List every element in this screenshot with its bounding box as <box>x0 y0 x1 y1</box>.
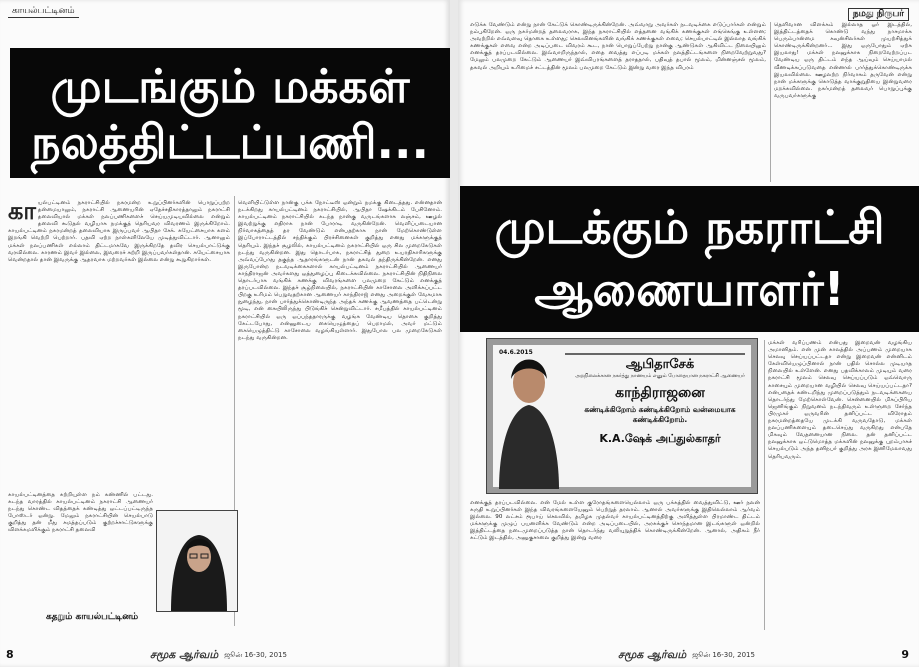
section-tag: காயல்பட்டினம் <box>8 6 79 18</box>
headline-right-line1: முடக்கும் நகராட்சி <box>494 200 885 254</box>
article-text: மக்கள் வரிப்பணம் என்பது இறைவன் வழங்கிய அமானிதம். என் முன் காலத்தில் அப்பணம் முறையாக செலவு செய்யப்பட்டதா என்று இறைவன் என்னிடம் கேள்வியெழுப்பினால் நான் பதில் சொல்ல முடியாத நிலையில் உள்ளேன். எனது பதவிக்காலம் முடியும் வரை நகராட்சி மூலம் செலவு செய்யப்படும் ஒவ்வொரு காசையும் முறையான வழியில் செலவு செய்யப்பட்டதா? என்பதைக் கண்டறிந்து முறைப்படுத்தும் நடவடிக்கையை தொடர்ந்து மேற்கொள்வேன். சென்னையில் மிகப்பிரிய ஜெனிங்கும் நிறுவனம் நடந்திவரும் உள்ளுறை சேர்ந்த பிரமுகர் ஒருவரின் தனிப்பட்ட விரோதம் நகரமன்றத்தையே முடக்கி வருவதோடு, மக்கள் நலப்பணிகளையும் தடைசெய்து வருகிறது என்பதே மிகவும் வேதனையான நிலை. தன் தனிப்பட்ட நலனுக்காக ஒட்டுமொத்த மக்களின் நலனுக்கு புறம்பாகச் செயல்படும் அந்த தனிநபர் குறித்து அரசு இனிமேலாவது தெரியவரும். <box>768 340 912 460</box>
footer-magazine: சமூக ஆர்வம் <box>150 648 219 661</box>
column-divider <box>764 340 765 630</box>
article-column-1 <box>470 22 766 172</box>
poster-target: காந்திராஜனை <box>615 385 705 401</box>
poster-slogan: கண்டிக்கிறோம் கண்டிக்கிறோம் வன்மையாக கண்டிக்கிறோம். <box>584 405 736 424</box>
poster-subtext: அறநிலைக்கான நகர்த்து நாணயம் எனும் போதையான நகராட்சி ஆணையர் <box>575 373 745 379</box>
headline-left-line2: நலத்திட்டப்பணி... <box>31 115 429 169</box>
article-text: யல்பட்டினம் நகராட்சியில் நகரமன்ற உறுப்பினர்களின் பொறுப்பற்ற தன்மையாலும், நகராட்சி ஆணையரின் ஏதேச்சதிகாரத்தாலும் நகராட்சி தலைவியால் மக்கள் நலப்பணிகளைச் செய்யமுடியவில்லை என்றும் தலைவி கூடுதல் வழியாக நமக்குத் தெரியவர விவரணம் இருக்கிறோம். காயல்பட்டினம் நகரமன்றத் தலைவியாக இருப்பவர் ஆபிதா சேக். சுயேட்சையாக களம் இறங்கி வெற்றி பெற்றார். பதவி ஏற்ற நாள்களிலேயே முடித்துவிட்டார். ஆனாலும் மக்கள் நலப்பணிகள் எல்லாம் திட்டமாகவே இருக்கிறதே தவிர செயல்பாட்டுக்கு வரவில்லை. காரணம் இவர் இல்லை, இவரைச் சுற்றி இருப்பவர்கள்தான். சுயேட்சையாக வென்றதால் தான் இவருக்கு ஆதரவாக மற்றவர்கள் இல்லை என்று கூறுகிறார்கள். <box>8 200 230 263</box>
page-number: 9 <box>901 648 909 661</box>
headline-right-line2: ஆணையாளர்! <box>534 262 845 316</box>
footer <box>150 648 287 663</box>
portrait-photo <box>156 510 238 612</box>
article-column-2 <box>238 200 442 626</box>
headline-right <box>460 186 919 332</box>
article-column-4 <box>768 340 912 630</box>
footer <box>618 648 755 663</box>
column-divider <box>770 22 771 182</box>
poster-name: ஆபிதாசேக் <box>625 357 695 372</box>
article-column-1 <box>8 200 230 488</box>
drop-cap: கா <box>8 200 36 225</box>
photo-caption: கதறும் காயல்பட்டினம் <box>46 612 139 622</box>
article-text: வெளியிட்டுள்ள நான்கு பக்க நோட்டீஸ் ஒன்றும் நமக்கு கிடைத்தது. என்னதான் நடக்கிறது காயல்பட்டினம் நகராட்சியில், ஆபிதா ஷேக்கிடம் பேசினோம். காயல்பட்டினம் நகராட்சியில் கடந்த நான்கு வருடங்களாக லஞ்சம், ஊழல் இவற்றுக்கு எதிராக நான் போராடி வருகின்றேன். வெளிப்படையான நிர்வாகத்தைத் தர வேண்டும் என்பதற்காக நான் மேற்கொண்டுள்ள இப்போராட்டத்தில் சந்திக்கும் பிரச்சினைகள் குறித்து எனது மக்களுக்குத் தெரியும். இந்தச் சூழலில், காயல்பட்டினம் நகராட்சியில் ஒரு சில முறைகேடுகள் நடந்து வருகின்றன. இது தொடர்பாக, நகராட்சித் துறை உயரதிகாரிகளுக்கு அவ்வப்போது தகுந்த ஆதாரங்களுடன் நான் தகவல் தந்திருக்கின்றேன். எனது இருபோன்ற நடவடிக்கைகளால் காயல்பட்டினம் நகராட்சியில் ஆணையர் காந்திராஜன் அவர்களது ஒத்துழைப்பு கிடைக்கவில்லை. நகராட்சியின் நிதிநிலை தொடர்பாக வங்கிக் கணக்கு விவரங்களை பலமுறை கேட்டும் எனக்குத் தரப்படவில்லை. இந்தச் சூழ்நிலையில், நகராட்சியின் காசோலை அளிக்கப்பட்ட பிறகு உரிமம் பெறுவதற்கான ஆணையர் காந்திராஜ் எனது அறைக்குள் வேகமாக நுழைந்து, நான் பார்த்துக்கொண்டிருந்த அந்தக் கணக்கு ஆவணத்தை பட்டென்று மூடி, என் கையிலிருந்து பிடுங்கிச் சென்றுவிட்டார். சமீபத்தில் காயல்பட்டினம் நகராட்சியில் ஒரு ஒப்பந்ததாரருக்கு வழங்க வேண்டிய தொகை குறித்து கேட்டபோது, என்னுடைய கையெழுத்தைப் பெறாமல், அவர் மட்டும் கையெழுத்திட்டு காசோலை வழங்கியுள்ளார். இதுபோல பல முறைகேடுகள் நடந்து வருகின்றன. <box>238 200 442 341</box>
footer-date: ஜூன் 16-30, 2015 <box>692 651 755 659</box>
footer-date: ஜூன் 16-30, 2015 <box>224 651 287 659</box>
article-column-3 <box>470 500 760 632</box>
page-number: 8 <box>6 648 14 661</box>
poster-signatory: K.A.ஷேக் அப்துல்காதர் <box>599 432 721 445</box>
article-column-1b <box>8 492 153 612</box>
right-page <box>458 0 919 667</box>
article-text: தெளிவான விளக்கம் இல்லாத ஓர் இடத்தில், இத்திட்டத்தைக் கொண்டு வந்து நாசமாக்க பெரும்பான்மை கவுன்சிலர்கள் முயற்சித்துக் கொண்டிருக்கின்றனர்... இது ஒருபோதும் ஏற்க இயலாது! மக்கள் நலனுக்காக நிறைவேற்றப்பட வேண்டிய ஒரு திட்டம் எந்த ஆய்வும் செய்யாமல் வீணடிக்கப்படுவதை என்னால் பார்த்துக்கொண்டிருக்க இயலவில்லை. ஊழலற்ற நிர்வாகம் தருவேன் என்று நான் மக்களுக்கு கொடுத்த வாக்குறுதியை இன்றுவரை மறக்கவில்லை. நகர்மன்றத் தலைவர் பொறுப்புக்கு வருபவர்களுக்கு <box>774 22 912 99</box>
headline-left-line1: முடங்கும் மக்கள் <box>50 59 410 113</box>
section-tag: நமது நிருபர் <box>848 8 909 21</box>
poster-date: 04.6.2015 <box>499 349 533 356</box>
article-text: எனக்குத் தரப்படவில்லை. என் மேல் உள்ள குரோதங்களையெல்லாம் ஒரு பக்கத்தில் வைத்துவிட்டு, ஊர் நலன் கருதி உறுப்பினர்கள் இந்த விவரங்களையேனும் பெற்றுத் தரலாம். ஆனால் அவர்களுக்கு இதிலெல்லாம் ஆர்வம் இல்லை. 90 லட்சம் ரூபாய் செலவில், தமிழக முதல்வர் காயல்பட்டினத்திற்கு அளித்துள்ள பிரமாண்ட திட்டம் மக்களுக்கு முழுப் பயனளிக்க வேண்டும் என்ற அடிப்படையில், அரசுக்குச் சொந்தமான இடங்களுள் ஒன்றில் இத்திட்டத்தை நடைமுறைப்படுத்த நான் தொடர்ந்து வலியுறுத்திக் கொண்டிருக்கின்றேன். ஆனால், அதிகம் நீர் கட்டும் இடத்தில், அனுகுசாலை குறித்து இன்று வரை <box>470 500 760 542</box>
headline-left <box>10 48 450 178</box>
article-text: காயல்பட்டினத்தை சுற்றியுள்ள நம் கண்ணில் பட்டது. கடந்த வாரத்தில் காயல்பட்டினம் நகராட்சி ஆணையர் நடந்து கொண்ட விதத்தைக் கண்டித்து ஒட்டப்பட்டிருந்த போஸ்டர் ஒன்று. மேலும் நகராட்சியின் செயல்பாடு குறித்து தன் மீது சுமத்தப்படும் குற்றச்சாட்டுகளுக்கு விளக்கமளிக்கும் நகராட்சி தலைவி <box>8 492 153 534</box>
footer-magazine: சமூக ஆர்வம் <box>618 648 687 661</box>
protest-poster-photo <box>486 338 758 494</box>
article-column-2 <box>774 22 912 182</box>
article-text: எடுக்க வேண்டும் என்று நான் கேட்டுக் கொண்டிருக்கின்றேன். அவ்வாறு அவர்கள் நடவடிக்கை எடுப்பார்கள் என்றும் நம்புகிறேன். ஒரு நகர்மன்றத் தலைவராக, இந்த நகராட்சியில் எத்தனை வங்கிக் கணக்குகள் எங்கெங்கு உள்ளன; அவற்றில் எவ்வளவு தொகை உள்ளது; செலவினங்களின் வங்கிக் கணக்குகள் எவை; செயல்பாட்டில் இல்லாத வங்கிக் கணக்குகள் எவை என்ற அடிப்படை விவரம் கூட, நான் பொறுப்பேற்று நான்கு ஆண்டுகள் ஆகிவிட்ட நிலையிலும் எனக்குத் தரப்படவில்லை. இவ்வாறிருந்தால், எதை வைத்து எப்படி மக்கள் நலத்திட்டங்களை நிறைவேற்றுவது? மேலும் பலமுறை கேட்டும் ஆணையர் இவ்விபரங்களைத் தராததால், பதிவுத் தபால் மூலம், மின்னஞ்சல் மூலம், தகவல் அறியும் உரிமைச் சட்டத்தின் மூலம் பலமுறை கேட்டும் இன்று வரை இந்த விபரம் <box>470 22 766 71</box>
left-page <box>0 0 450 667</box>
